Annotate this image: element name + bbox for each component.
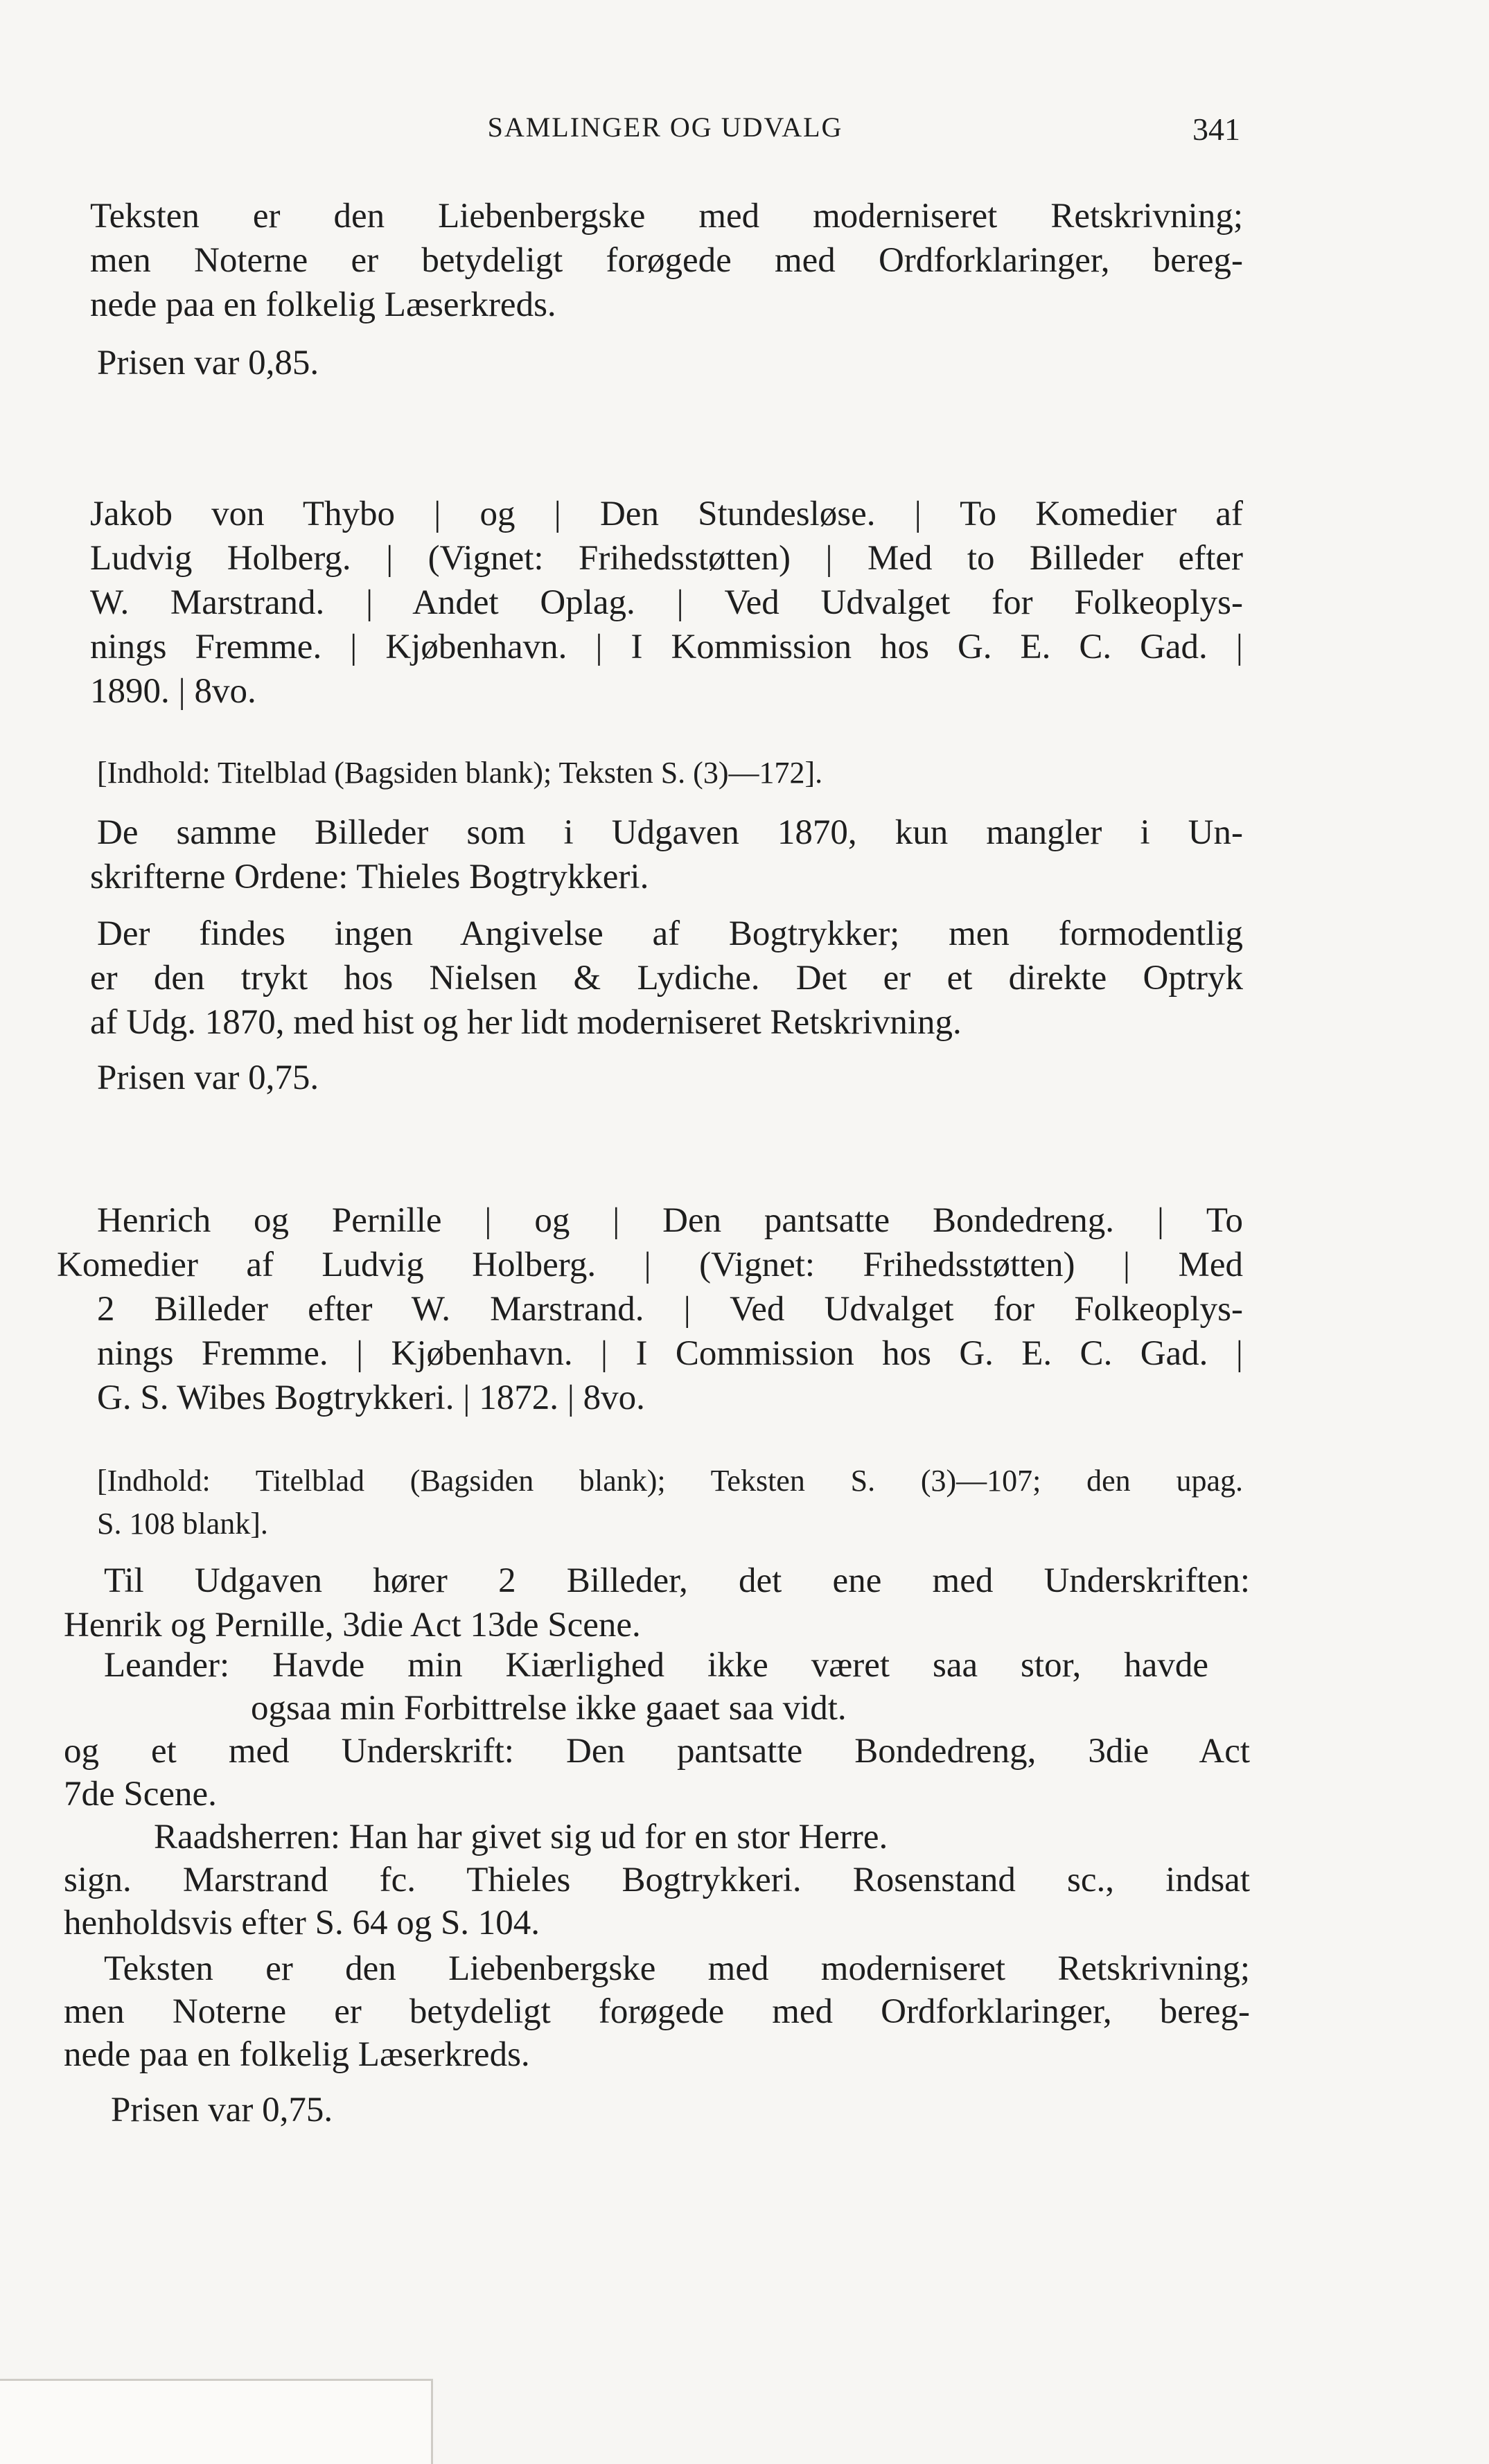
page-number: 341 <box>1192 112 1240 147</box>
text-line: men Noterne er betydeligt forøgede med Ordforklaringer, bereg- <box>64 1992 1250 2031</box>
running-title: SAMLINGER OG UDVALG <box>487 112 843 143</box>
entry-title-line: Henrich og Pernille | og | Den pantsatte Bondedreng. | To <box>97 1201 1243 1240</box>
text-line: Henrik og Pernille, 3die Act 13de Scene. <box>64 1606 641 1645</box>
text-line: men Noterne er betydeligt forøgede med Ordforklaringer, bereg- <box>90 241 1243 280</box>
text-line: nede paa en folkelig Læserkreds. <box>64 2035 530 2074</box>
price-line: Prisen var 0,85. <box>97 344 319 382</box>
text-line: De samme Billeder som i Udgaven 1870, kun mangler i Un- <box>97 813 1243 852</box>
text-line: henholdsvis efter S. 64 og S. 104. <box>64 1904 540 1942</box>
entry-title-line: W. Marstrand. | Andet Oplag. | Ved Udvalget for Folkeoplys- <box>90 583 1243 622</box>
entry-title-line: Ludvig Holberg. | (Vignet: Frihedsstøtten) | Med to Billeder efter <box>90 539 1243 578</box>
text-line: sign. Marstrand fc. Thieles Bogtrykkeri. Rosenstand sc., indsat <box>64 1861 1250 1899</box>
contents-line: [Indhold: Titelblad (Bagsiden blank); Teksten S. (3)—107; den upag. <box>97 1464 1243 1498</box>
text-line: Teksten er den Liebenbergske med moderniseret Retskrivning; <box>104 1949 1250 1988</box>
text-line: af Udg. 1870, med hist og her lidt moderniseret Retskrivning. <box>90 1003 962 1042</box>
contents-line: [Indhold: Titelblad (Bagsiden blank); Teksten S. (3)—172]. <box>97 756 823 790</box>
text-line: skrifterne Ordene: Thieles Bogtrykkeri. <box>90 858 649 896</box>
text-line: er den trykt hos Nielsen & Lydiche. Det er et direkte Optryk <box>90 959 1243 998</box>
price-line: Prisen var 0,75. <box>97 1058 319 1097</box>
text-line: Teksten er den Liebenbergske med moderniseret Retskrivning; <box>90 197 1243 236</box>
entry-title-line: Komedier af Ludvig Holberg. | (Vignet: Frihedsstøtten) | Med <box>57 1246 1243 1284</box>
entry-title-line: Jakob von Thybo | og | Den Stundesløse. | To Komedier af <box>90 495 1243 533</box>
quote-line: Raadsherren: Han har givet sig ud for en stor Herre. <box>154 1818 888 1856</box>
entry-title-line: nings Fremme. | Kjøbenhavn. | I Commission hos G. E. C. Gad. | <box>97 1334 1243 1373</box>
page-corner-mark <box>0 2379 433 2464</box>
entry-title-line: G. S. Wibes Bogtrykkeri. | 1872. | 8vo. <box>97 1379 645 1417</box>
contents-line: S. 108 blank]. <box>97 1507 268 1541</box>
entry-title-line: 2 Billeder efter W. Marstrand. | Ved Udvalget for Folkeoplys- <box>97 1290 1243 1329</box>
text-line: 7de Scene. <box>64 1775 217 1814</box>
page-header <box>90 111 1240 159</box>
text-line: og et med Underskrift: Den pantsatte Bondedreng, 3die Act <box>64 1732 1250 1771</box>
text-line: Der findes ingen Angivelse af Bogtrykker; men formodentlig <box>97 914 1243 953</box>
entry-title-line: nings Fremme. | Kjøbenhavn. | I Kommission hos G. E. C. Gad. | <box>90 628 1243 666</box>
price-line: Prisen var 0,75. <box>111 2091 333 2129</box>
text-line: nede paa en folkelig Læserkreds. <box>90 285 556 324</box>
text-line: Til Udgaven hører 2 Billeder, det ene med Underskriften: <box>104 1561 1250 1600</box>
entry-title-line: 1890. | 8vo. <box>90 672 256 711</box>
quote-line: Leander: Havde min Kiærlighed ikke været saa stor, havde <box>104 1646 1208 1685</box>
quote-line: ogsaa min Forbittrelse ikke gaaet saa vidt. <box>251 1689 847 1728</box>
